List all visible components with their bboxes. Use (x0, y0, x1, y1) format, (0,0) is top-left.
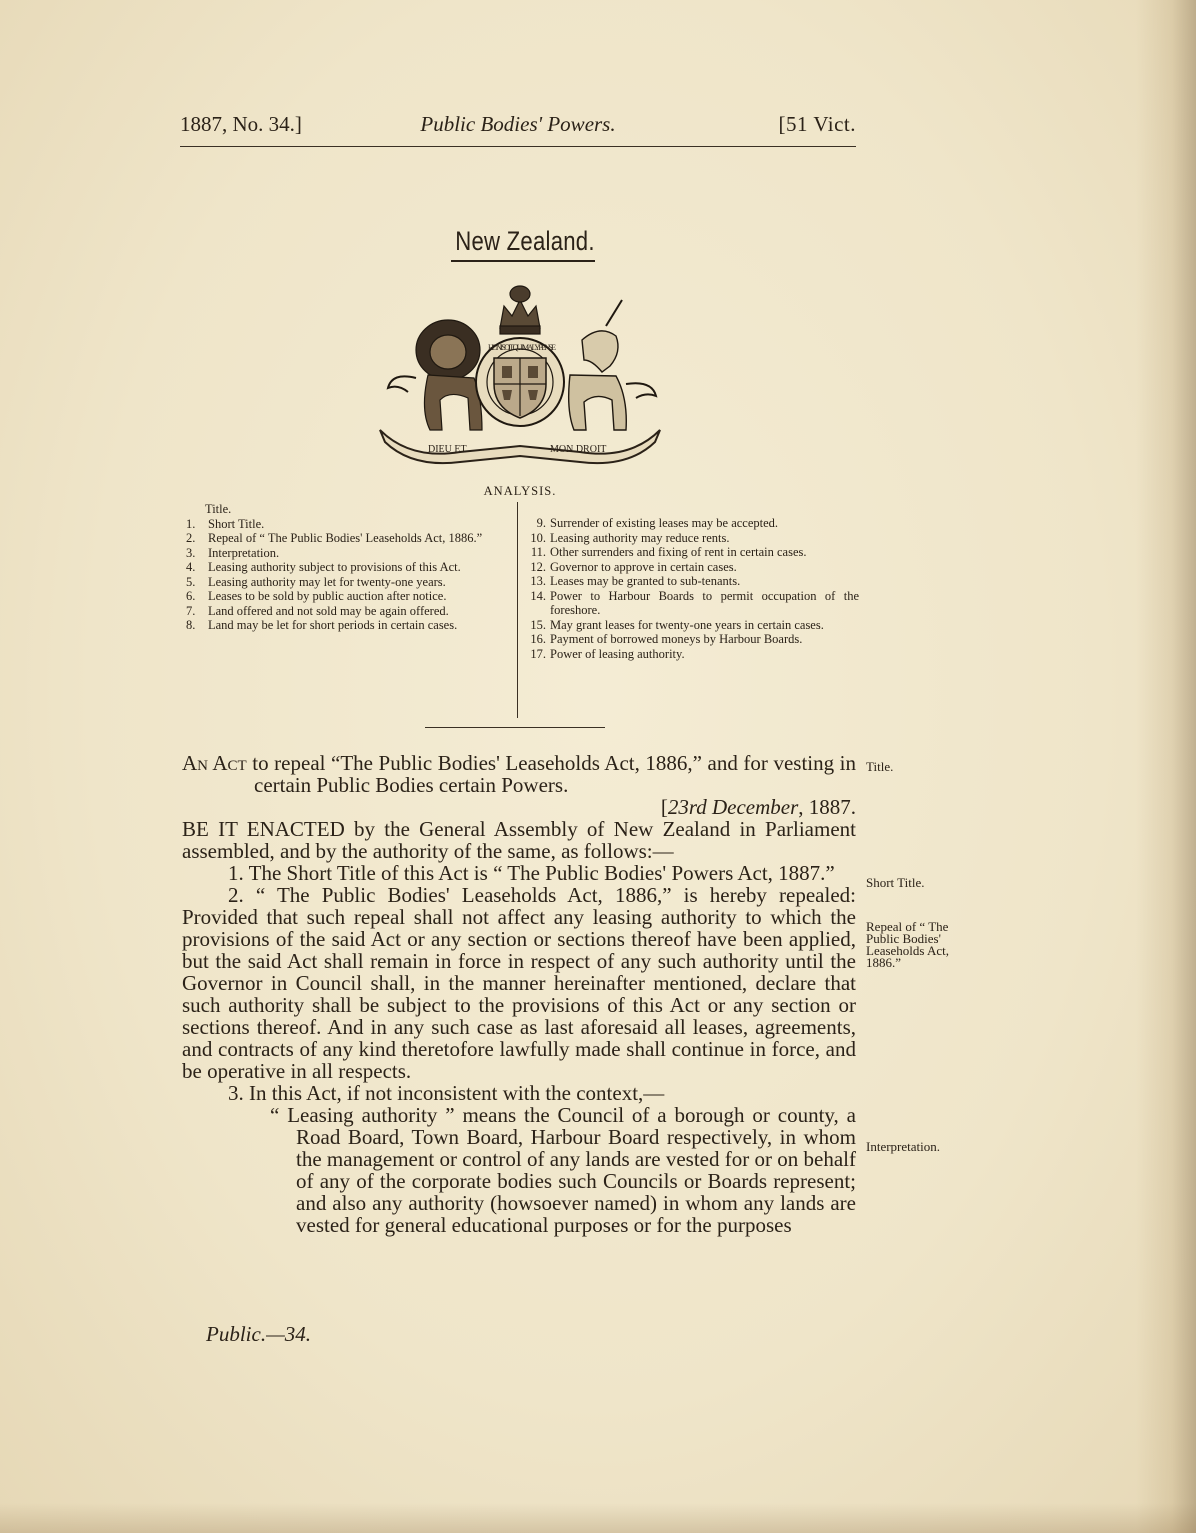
analysis-item-text: Land offered and not sold may be again offered. (208, 603, 449, 618)
analysis-item-number: 2. (186, 531, 196, 545)
analysis-item-text: Governor to approve in certain cases. (550, 559, 737, 574)
analysis-item-text: Leasing authority subject to provisions of this Act. (208, 560, 461, 574)
assent-date-year: , 1887. (798, 795, 856, 819)
analysis-item-number: 8. (186, 618, 196, 632)
analysis-item-number: 4. (186, 560, 196, 574)
analysis-item-number: 17. (530, 646, 546, 661)
analysis-end-rule (425, 727, 605, 728)
footer-public-number: Public.—34. (206, 1322, 311, 1346)
column-divider (517, 502, 518, 718)
country-title: New Zealand. (455, 226, 595, 256)
motto-scroll-left: DIEU ET (428, 444, 467, 455)
analysis-item-number: 7. (186, 603, 196, 618)
margin-note-repeal-line: Leaseholds Act, (866, 943, 950, 958)
analysis-item (524, 574, 859, 589)
analysis-item (524, 647, 859, 662)
analysis-left-column (186, 502, 514, 633)
analysis-item (186, 560, 514, 575)
analysis-item-number: 10. (530, 530, 546, 545)
analysis-item (186, 546, 514, 561)
analysis-item-number: 11. (530, 545, 546, 559)
garter-motto: HONI SOIT QUI MAL Y PENSE (488, 343, 556, 352)
header-rule (180, 146, 856, 147)
analysis-right-column (524, 516, 859, 661)
royal-coat-of-arms-icon (370, 280, 670, 470)
act-number: 1887, No. 34.] (180, 112, 302, 136)
page-edge-shadow (1136, 0, 1196, 1533)
analysis-item-number: 16. (530, 632, 546, 646)
section-2: 2. “ The Public Bodies' Leaseholds Act, 1886,” is hereby repealed: Provided that such repeal shall not affect any leasing authority to which the provisions of the said Act or any section or sections thereof have been applied, but the said Act shall remain in force in respect of any such authority until the Governor in Council shall, in the manner hereinafter mentioned, declare that such authority shall be subject to the provisions of this Act or any section or sections thereof. And in any such case as last aforesaid all leases, agreements, and contracts of any kind theretofore lawfully made shall continue in force, and be operative in all respects. (182, 883, 856, 1083)
analysis-item-text: Short Title. (208, 516, 265, 531)
analysis-heading: ANALYSIS. (483, 484, 557, 498)
analysis-item-number: 15. (530, 617, 546, 632)
act-short-name: Public Bodies' Powers. (420, 112, 616, 136)
analysis-item-number: 3. (186, 545, 196, 560)
analysis-item-number: 13. (530, 574, 546, 588)
enacting-clause: BE IT ENACTED by the General Assembly of New Zealand in Parliament assembled, and by the authority of the same, as follows:— (182, 817, 856, 863)
analysis-item (186, 604, 514, 619)
analysis-item-text: Surrender of existing leases may be accepted. (550, 516, 779, 530)
analysis-item (186, 517, 514, 532)
margin-note-repeal-line: Public Bodies' (866, 931, 941, 946)
margin-note-title: Title. (866, 759, 894, 774)
analysis-item (524, 560, 859, 575)
analysis-item-number: 9. (536, 516, 546, 530)
section-1: 1. The Short Title of this Act is “ The Public Bodies' Powers Act, 1887.” (228, 861, 835, 885)
analysis-item-number: 12. (530, 559, 546, 574)
assent-date (182, 796, 856, 818)
analysis-item (186, 589, 514, 604)
regnal-year: [51 Vict. (778, 112, 856, 136)
page-bottom-shadow (0, 1503, 1196, 1533)
act-body (182, 752, 856, 1236)
margin-note-repeal-line: Repeal of “ The (866, 919, 949, 934)
assent-date-text: 23rd December (667, 795, 799, 819)
analysis-item-text: Land may be let for short periods in certain cases. (208, 618, 458, 632)
analysis-item (524, 589, 859, 618)
analysis-item (186, 575, 514, 590)
analysis-item-text: Leases may be granted to sub-tenants. (550, 574, 741, 588)
analysis-item (186, 618, 514, 633)
margin-note-repeal-line: 1886.” (866, 955, 902, 970)
motto-scroll-right: MON DROIT (550, 444, 607, 455)
analysis-item-number: 1. (186, 516, 196, 531)
analysis-item-text: Power of leasing authority. (550, 646, 685, 661)
analysis-item-text: Power to Harbour Boards to permit occupation of the foreshore. (550, 588, 859, 617)
analysis-item-number: 5. (186, 574, 196, 589)
long-title-text: to repeal “The Public Bodies' Leaseholds Act, 1886,” and for vesting in certain Public Bodies certain Powers. (252, 751, 857, 797)
analysis-item-number: 6. (186, 589, 196, 603)
analysis-item-text: Leasing authority may reduce rents. (550, 530, 730, 545)
long-title-lead: An Act (182, 751, 247, 775)
analysis-item (524, 531, 859, 546)
margin-note-short-title: Short Title. (866, 875, 925, 890)
definition-leasing-authority: “ Leasing authority ” means the Council of a borough or county, a Road Board, Town Board, Harbour Board respectively, in whom the management or control of any lands are vested for or on behalf of any of the corporate bodies such Councils or Boards represent; and also any authority (howsoever named) in whom any lands are vested for general educational purposes or for the purposes (270, 1103, 856, 1237)
analysis-item-number: 14. (530, 588, 546, 603)
analysis-item-text: Repeal of “ The Public Bodies' Leaseholds Act, 1886.” (208, 531, 483, 545)
running-head (180, 112, 856, 142)
analysis-item-text: Payment of borrowed moneys by Harbour Boards. (550, 632, 803, 646)
analysis-item (186, 531, 514, 546)
analysis-item-text: Leases to be sold by public auction after notice. (208, 589, 447, 603)
analysis-item (524, 618, 859, 633)
analysis-item-text: May grant leases for twenty-one years in certain cases. (550, 617, 824, 632)
analysis-item (524, 545, 859, 560)
title-underline (451, 260, 595, 262)
analysis-item-text: Interpretation. (208, 545, 280, 560)
analysis-item (524, 516, 859, 531)
analysis-item-text: Other surrenders and fixing of rent in certain cases. (550, 545, 807, 559)
assent-date-bracket: [ (660, 795, 668, 819)
analysis-item (524, 632, 859, 647)
section-3: 3. In this Act, if not inconsistent with the context,— (228, 1081, 665, 1105)
analysis-title-item: Title. (205, 502, 232, 516)
margin-note-interpretation: Interpretation. (866, 1139, 940, 1154)
long-title (182, 752, 856, 796)
margin-note-repeal (866, 921, 949, 969)
analysis-item-text: Leasing authority may let for twenty-one years. (208, 574, 446, 589)
